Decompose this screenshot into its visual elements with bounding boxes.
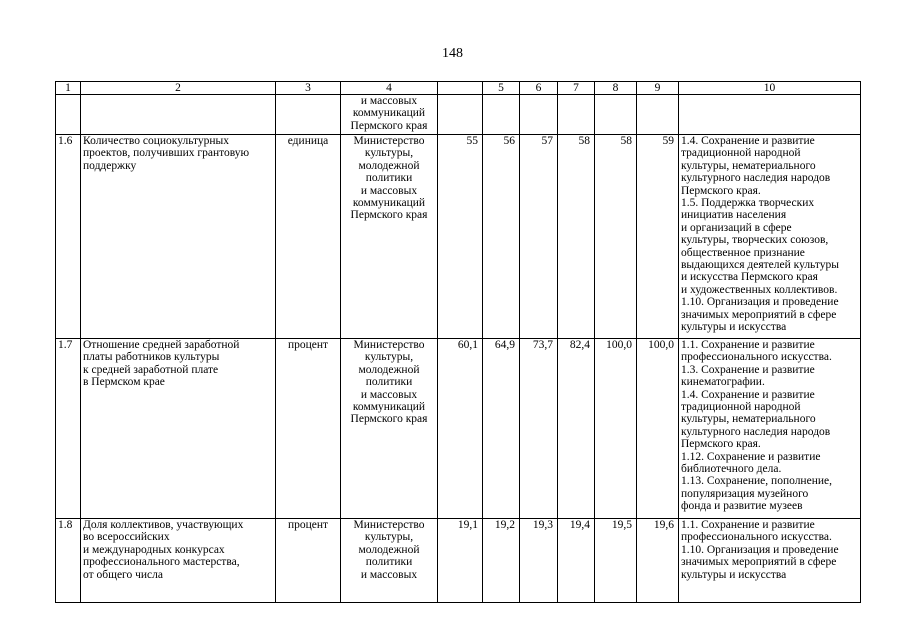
cell-line: и международных конкурсах [83,543,225,556]
cell-line: культуры, нематериального [681,413,816,426]
value-cell [520,95,558,135]
indicator-cell [81,135,276,339]
cell-line: профессионального мастерства, [83,556,240,569]
row-number-cell: 1.6 [56,135,81,339]
cell-line: 1.3. Сохранение и развитие [681,363,815,376]
header-cell: 8 [595,82,637,95]
value-cell: 55 [438,135,483,339]
indicators-table [55,81,861,603]
cell-line: 1.10. Организация и проведение [681,296,839,309]
cell-line: профессионального искусства. [681,531,832,544]
indicator-cell [81,95,276,135]
indicator-cell [81,519,276,603]
unit-cell: процент [276,339,341,519]
header-cell: 4 [341,82,438,95]
cell-line: культуры, творческих союзов, [681,234,829,247]
value-cell [483,95,520,135]
cell-line: Количество социокультурных [83,135,230,147]
cell-line: и массовых [360,388,418,401]
header-cell: 3 [276,82,341,95]
cell-line: политики [365,172,413,185]
header-cell: 7 [558,82,595,95]
value-cell [558,95,595,135]
table-row [56,95,861,135]
table-row [56,339,861,519]
responsible-cell [341,95,438,135]
cell-line: политики [365,376,413,389]
value-cell: 100,0 [637,339,679,519]
cell-line: Доля коллективов, участвующих [83,519,244,531]
cell-line: Пермского края. [681,184,761,197]
cell-line: культуры, [364,351,414,364]
cell-line: молодежной [358,543,420,556]
header-row [56,82,861,95]
row-number-cell: 1.7 [56,339,81,519]
programs-cell [679,135,861,339]
header-cell: 2 [81,82,276,95]
value-cell: 19,3 [520,519,558,603]
cell-line: в Пермском крае [83,376,165,389]
cell-line: коммуникаций [352,107,426,120]
programs-cell [679,95,861,135]
table-row [56,519,861,603]
responsible-cell [341,339,438,519]
value-cell: 100,0 [595,339,637,519]
value-cell: 58 [558,135,595,339]
cell-line: значимых мероприятий в сфере [681,308,837,321]
page-number: 148 [442,46,463,61]
value-cell: 60,1 [438,339,483,519]
header-cell: 1 [56,82,81,95]
cell-line: библиотечного дела. [681,463,782,476]
cell-line: Министерство [353,339,425,351]
cell-line: платы работников культуры [83,351,220,364]
cell-line: культурного наследия народов [681,425,831,438]
cell-line: Отношение средней заработной [83,339,240,351]
cell-line: выдающихся деятелей культуры [681,259,839,272]
cell-line: Пермского края [350,413,428,426]
cell-line: Пермского края [350,119,428,132]
value-cell: 73,7 [520,339,558,519]
header-cell: 10 [679,82,861,95]
cell-line: проектов, получивших грантовую [83,147,250,160]
cell-line: культуры, [364,531,414,544]
cell-line: молодежной [358,159,420,172]
cell-line: и массовых [360,184,418,197]
value-cell: 19,4 [558,519,595,603]
cell-line: Министерство [353,135,425,147]
row-number-cell: 1.8 [56,519,81,603]
cell-line: коммуникаций [352,401,426,414]
cell-line: коммуникаций [352,197,426,210]
header-cell: 6 [520,82,558,95]
cell-line: во всероссийских [83,531,170,544]
cell-line: и искусства Пермского края [681,271,818,284]
value-cell: 57 [520,135,558,339]
cell-line: и массовых [360,95,418,107]
value-cell: 58 [595,135,637,339]
cell-line: общественное признание [681,246,805,259]
cell-line: 1.1. Сохранение и развитие [681,519,815,531]
value-cell: 19,5 [595,519,637,603]
value-cell: 56 [483,135,520,339]
header-cell: 5 [483,82,520,95]
row-number-cell [56,95,81,135]
cell-line: культуры и искусства [681,321,787,334]
cell-line: культуры, [364,147,414,160]
cell-line: традиционной народной [681,147,801,160]
cell-line: профессионального искусства. [681,351,832,364]
cell-line: и массовых [360,568,418,581]
cell-line: культуры и искусства [681,568,787,581]
cell-line: Пермского края. [681,438,761,451]
cell-line: культурного наследия народов [681,172,831,185]
responsible-cell [341,519,438,603]
cell-line: 1.1. Сохранение и развитие [681,339,815,351]
cell-line: и организаций в сфере [681,221,792,234]
cell-line: 1.13. Сохранение, пополнение, [681,475,832,488]
cell-line: кинематографии. [681,376,765,389]
value-cell: 19,1 [438,519,483,603]
cell-line: фонда и развитие музеев [681,500,803,513]
value-cell [637,95,679,135]
cell-line: Пермского края [350,209,428,222]
cell-line: значимых мероприятий в сфере [681,556,837,569]
cell-line: 1.5. Поддержка творческих [681,197,815,210]
value-cell: 64,9 [483,339,520,519]
value-cell [438,95,483,135]
cell-line: 1.4. Сохранение и развитие [681,135,815,147]
value-cell [595,95,637,135]
cell-line: поддержку [83,159,137,172]
programs-cell [679,519,861,603]
cell-line: Министерство [353,519,425,531]
cell-line: 1.10. Организация и проведение [681,543,839,556]
value-cell: 19,6 [637,519,679,603]
table-row [56,135,861,339]
unit-cell: процент [276,519,341,603]
unit-cell: единица [276,135,341,339]
table-body [56,82,861,603]
value-cell: 82,4 [558,339,595,519]
cell-line: культуры, нематериального [681,159,816,172]
cell-line: популяризация музейного [681,487,809,500]
header-cell: 9 [637,82,679,95]
value-cell: 59 [637,135,679,339]
cell-line: политики [365,556,413,569]
cell-line: традиционной народной [681,401,801,414]
value-cell: 19,2 [483,519,520,603]
cell-line: от общего числа [83,568,164,581]
programs-cell [679,339,861,519]
cell-line: и художественных коллективов. [681,283,838,296]
cell-line: к средней заработной плате [83,363,219,376]
unit-cell [276,95,341,135]
cell-line: инициатив населения [681,209,787,222]
cell-line: молодежной [358,363,420,376]
responsible-cell [341,135,438,339]
header-cell-empty [438,82,483,95]
cell-line: 1.4. Сохранение и развитие [681,388,815,401]
indicator-cell [81,339,276,519]
cell-line: 1.12. Сохранение и развитие [681,450,821,463]
